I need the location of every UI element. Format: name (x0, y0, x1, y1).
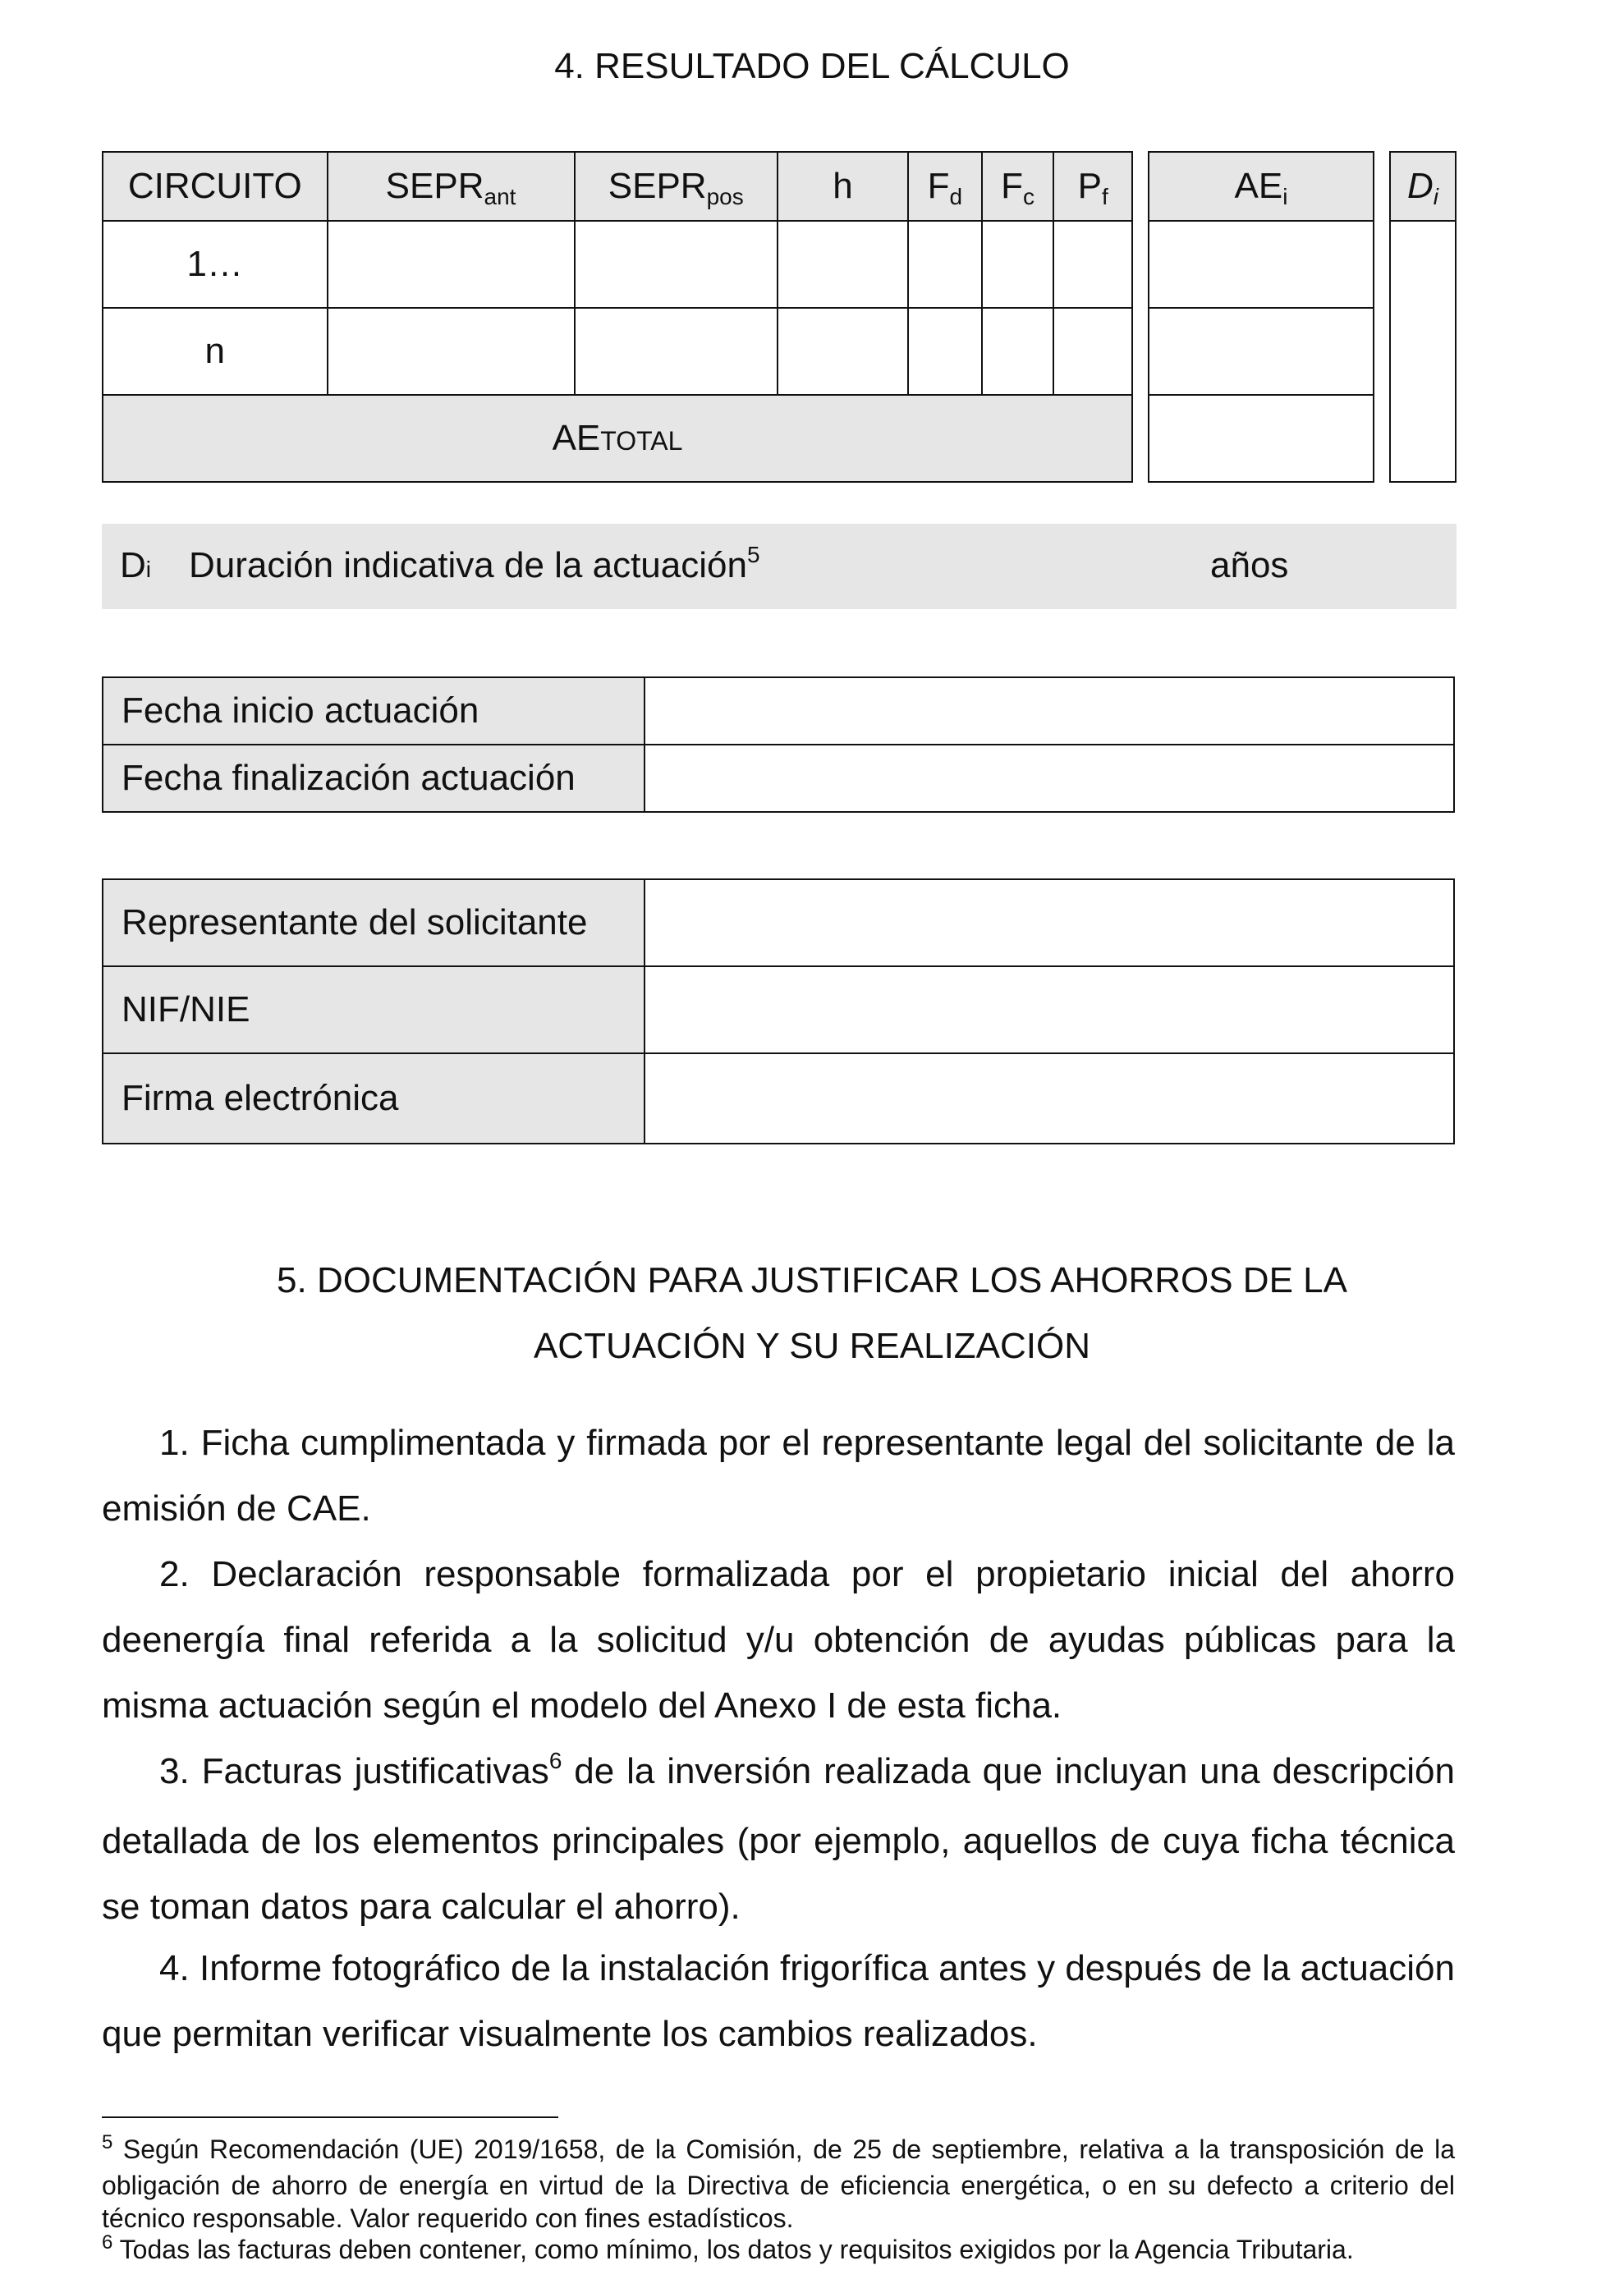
list-item-1: 1. Ficha cumplimentada y firmada por el representante legal del solicitante de la emisión de CAE. (102, 1423, 1455, 1529)
footnote-divider (102, 2116, 558, 2118)
cell[interactable] (982, 221, 1054, 308)
header-circuito: CIRCUITO (103, 152, 328, 221)
cell[interactable] (328, 308, 575, 395)
results-table (102, 151, 1133, 483)
end-date-label: Fecha finalización actuación (103, 745, 645, 812)
header-pf: Pf (1053, 152, 1132, 221)
duration-unit: años (1210, 545, 1289, 585)
cell[interactable] (908, 308, 982, 395)
section-4-title: 4. RESULTADO DEL CÁLCULO (554, 46, 1070, 86)
start-date-label: Fecha inicio actuación (103, 677, 645, 745)
representative-field[interactable] (645, 879, 1454, 966)
header-fd: Fd (908, 152, 982, 221)
section-5-title-line2: ACTUACIÓN Y SU REALIZACIÓN (533, 1326, 1091, 1366)
section-5-title-line1: 5. DOCUMENTACIÓN PARA JUSTIFICAR LOS AHORROS DE LA (277, 1260, 1347, 1300)
start-date-field[interactable] (645, 677, 1454, 745)
cell[interactable] (908, 221, 982, 308)
cell[interactable] (575, 308, 778, 395)
cell[interactable] (778, 221, 908, 308)
ae-total-label: AETOTAL (103, 395, 1132, 482)
signature-label: Firma electrónica (103, 1053, 645, 1144)
aei-cell[interactable] (1149, 221, 1374, 308)
list-item-2: 2. Declaración responsable formalizada por el propietario inicial del ahorro deenergía final referida a la solicitud y/u obtención de ayudas públicas para la misma actuación según el modelo del Anexo I de esta ficha. (102, 1554, 1455, 1726)
list-item-4: 4. Informe fotográfico de la instalación frigorífica antes y después de la actuación que permitan verificar visualmente los cambios realizados. (102, 1948, 1455, 2054)
aei-table (1148, 151, 1374, 483)
row-n-label: n (103, 308, 328, 395)
cell[interactable] (982, 308, 1054, 395)
header-di: Di (1390, 152, 1456, 221)
dates-table (102, 676, 1455, 813)
di-cell[interactable] (1390, 221, 1456, 482)
header-h: h (778, 152, 908, 221)
duration-band (102, 524, 1457, 609)
nif-label: NIF/NIE (103, 966, 645, 1053)
cell[interactable] (778, 308, 908, 395)
aei-cell[interactable] (1149, 308, 1374, 395)
header-fc: Fc (982, 152, 1054, 221)
duration-symbol: Di (120, 545, 152, 585)
duration-label: Duración indicativa de la actuación$^5$ (189, 542, 760, 585)
cell[interactable] (328, 221, 575, 308)
representative-label: Representante del solicitante (103, 879, 645, 966)
signature-table (102, 878, 1455, 1144)
end-date-field[interactable] (645, 745, 1454, 812)
header-sepr-ant: SEPRant (328, 152, 575, 221)
di-table (1389, 151, 1457, 483)
cell[interactable] (1053, 221, 1132, 308)
cell[interactable] (575, 221, 778, 308)
header-aei: AEi (1149, 152, 1374, 221)
ae-total-value[interactable] (1149, 395, 1374, 482)
signature-field[interactable] (645, 1053, 1454, 1144)
section-5-title (0, 1248, 1624, 1379)
nif-field[interactable] (645, 966, 1454, 1053)
footnote-6: $^6$ Todas las facturas deben contener, como mínimo, los datos y requisitos exigidos por la Agencia Tributaria. (102, 2231, 1354, 2264)
footnote-5: $^5$ Según Recomendación (UE) 2019/1658, de la Comisión, de 25 de septiembre, relativa a la transposición de la obligación de ahorro de energía en virtud de la Directiva de eficiencia energética, o en su defecto a criterio del técnico responsable. Valor requerido con fines estadísticos. (102, 2131, 1455, 2233)
list-item-3: 3. Facturas justificativas$^6$ de la inversión realizada que incluyan una descripción detallada de los elementos principales (por ejemplo, aquellos de cuya ficha técnica se toman datos para calcular el ahorro). (102, 1748, 1455, 1927)
cell[interactable] (1053, 308, 1132, 395)
row-1-label: 1… (103, 221, 328, 308)
header-sepr-pos: SEPRpos (575, 152, 778, 221)
